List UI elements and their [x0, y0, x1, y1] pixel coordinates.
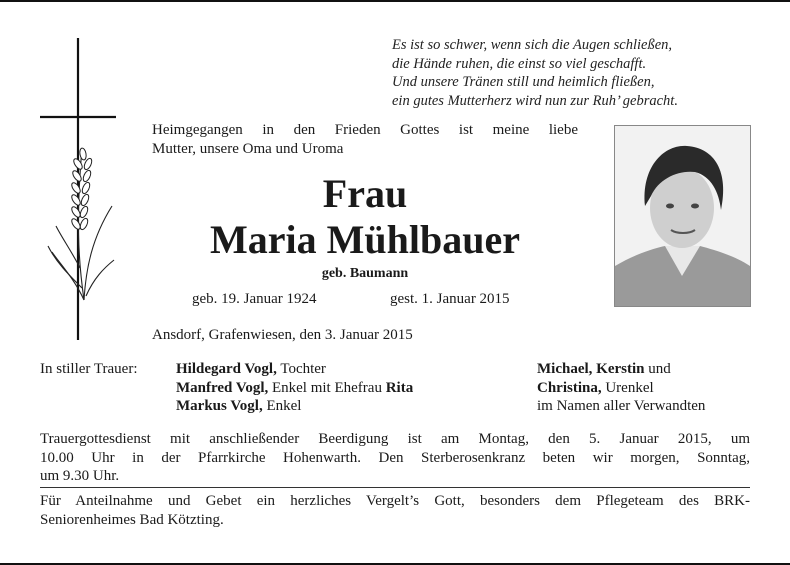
poem-line: Es ist so schwer, wenn sich die Augen schließen, [392, 37, 673, 53]
thanks-line: Seniorenheimes Bad Kötzting. [40, 511, 224, 528]
mourner-entry: Christina, Urenkel [537, 379, 654, 396]
place-date: Ansdorf, Grafenwiesen, den 3. Januar 2015 [152, 327, 413, 343]
mourner-entry: Markus Vogl, Enkel [176, 398, 302, 414]
poem [392, 36, 762, 110]
death-date: gest. 1. Januar 2015 [390, 291, 510, 307]
service-line: 10.00 Uhr in der Pfarrkirche Hohenwarth. Den Sterberosenkranz beten wir morgen, Sonntag, [40, 449, 750, 466]
cross-with-wheat-icon [38, 38, 118, 340]
maiden-name: geb. Baumann [321, 266, 409, 281]
poem-line: ein gutes Mutterherz wird nun zur Ruh’ gebracht. [392, 92, 678, 109]
thanks-text [40, 492, 750, 529]
thanks-line: Für Anteilnahme und Gebet ein herzliches Vergelt’s Gott, besonders dem Pflegeteam des BRK- [40, 493, 750, 509]
service-info [40, 430, 750, 486]
mourner-entry: Michael, Kerstin und [537, 361, 671, 377]
intro-line: Heimgegangen in den Frieden Gottes ist meine liebe [152, 122, 578, 138]
mourner-entry: im Namen aller Verwandten [537, 398, 706, 414]
title-salutation: Frau [322, 171, 408, 216]
portrait-image [615, 126, 750, 306]
mourner-entry: Manfred Vogl, Enkel mit Ehefrau Rita [176, 379, 414, 396]
mourners-label: In stiller Trauer: [40, 361, 138, 377]
top-border [0, 0, 790, 2]
birth-date: geb. 19. Januar 1924 [192, 291, 317, 307]
poem-line: die Hände ruhen, die einst so viel geschafft. [392, 55, 647, 72]
portrait-photo [614, 125, 751, 307]
intro-text [152, 121, 578, 158]
divider [40, 487, 750, 488]
mourners-list [176, 360, 413, 416]
deceased-name: Maria Mühlbauer [210, 217, 520, 262]
mourners-list-right [537, 360, 705, 416]
intro-line: Mutter, unsere Oma und Uroma [152, 140, 344, 157]
service-line: um 9.30 Uhr. [40, 468, 120, 484]
mourner-entry: Hildegard Vogl, Tochter [176, 361, 326, 377]
poem-line: Und unsere Tränen still und heimlich fließen, [392, 74, 655, 90]
service-line: Trauergottesdienst mit anschließender Beerdigung ist am Montag, den 5. Januar 2015, um [40, 431, 750, 447]
